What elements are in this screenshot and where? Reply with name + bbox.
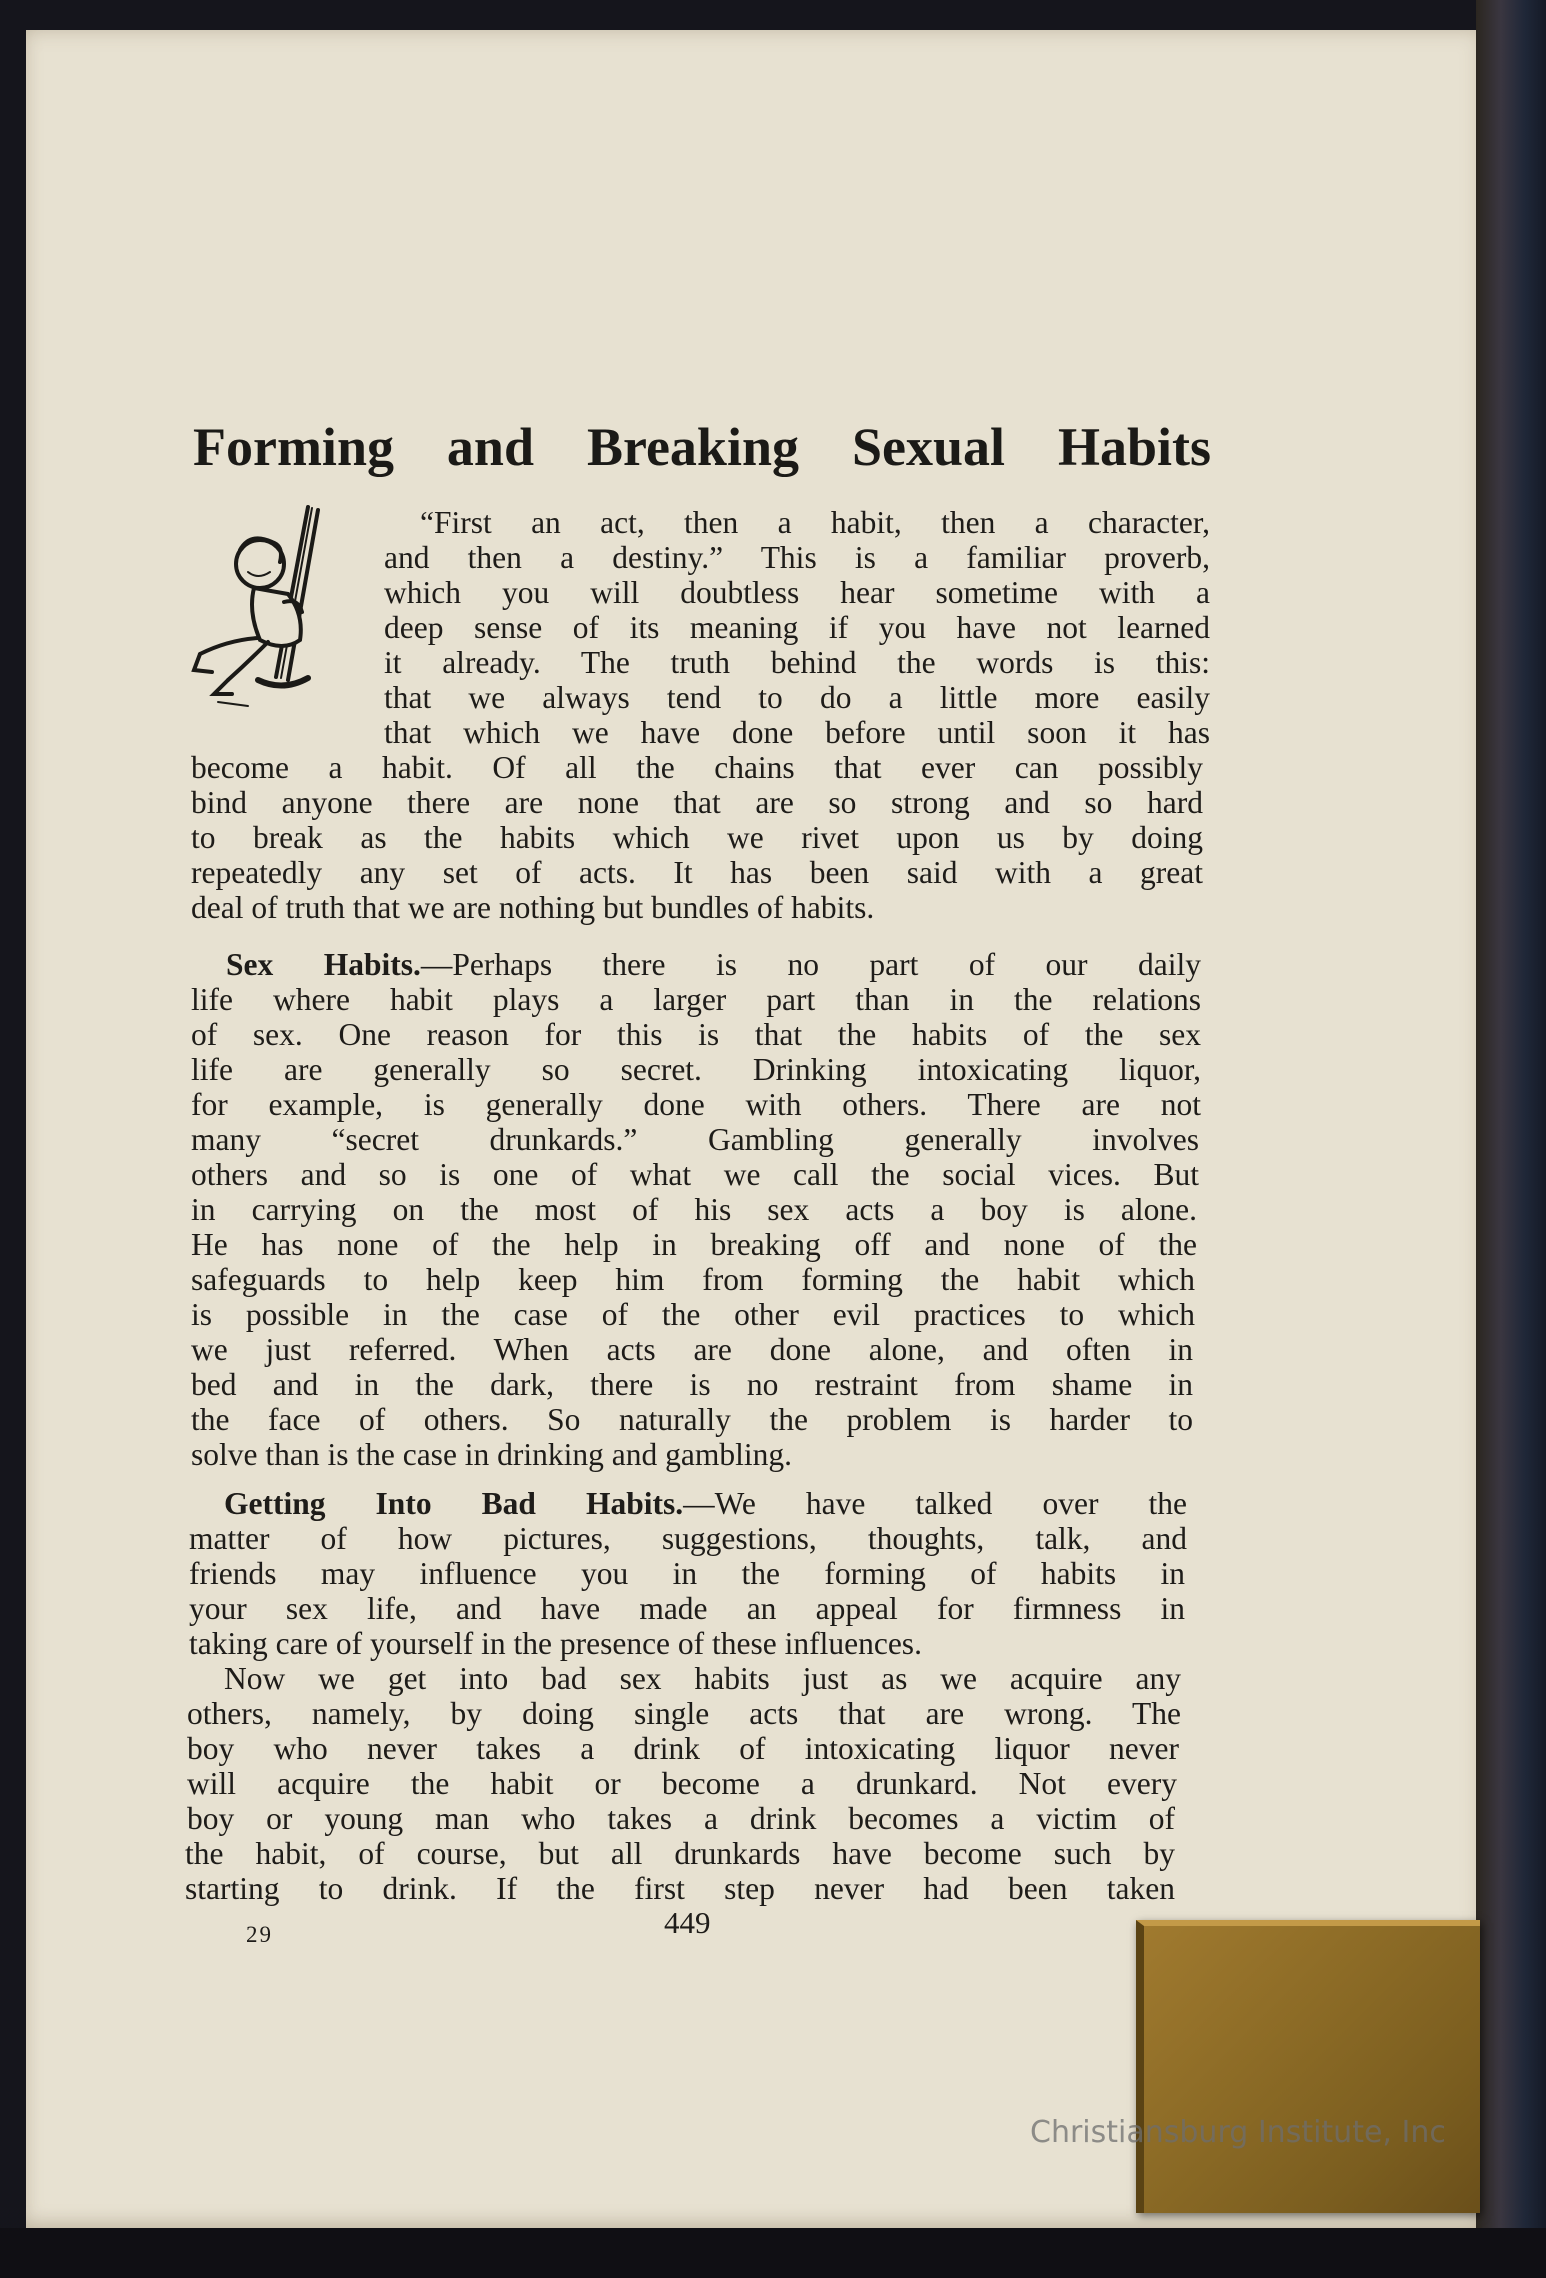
paragraph-line: it already. The truth behind the words is this: xyxy=(384,645,1210,680)
paragraph-line: boy who never takes a drink of intoxicating liquor never xyxy=(187,1731,1179,1766)
section-first-line xyxy=(224,1486,1187,1522)
paragraph-line: and then a destiny.” This is a familiar proverb, xyxy=(384,540,1210,575)
paragraph-line: bed and in the dark, there is no restraint from shame in xyxy=(191,1367,1193,1402)
section-first-line xyxy=(226,947,1201,983)
paragraph-line: the face of others. So naturally the problem is harder to xyxy=(191,1402,1193,1437)
paragraph-line: for example, is generally done with others. There are not xyxy=(191,1087,1201,1122)
page-title: Forming and Breaking Sexual Habits xyxy=(193,417,1211,477)
paragraph-line: will acquire the habit or become a drunkard. Not every xyxy=(187,1766,1177,1801)
paragraph-line: life are generally so secret. Drinking intoxicating liquor, xyxy=(191,1052,1201,1087)
paragraph-line: taking care of yourself in the presence of these influences. xyxy=(189,1626,922,1661)
book-spine-edge xyxy=(1476,0,1546,2278)
section-heading: Sex Habits. xyxy=(226,947,421,982)
paragraph-line: the habit, of course, but all drunkards have become such by xyxy=(185,1836,1175,1871)
paragraph-line: that which we have done before until soon it has xyxy=(384,715,1210,750)
paragraph-line: solve than is the case in drinking and gambling. xyxy=(191,1437,793,1472)
paragraph-line: of sex. One reason for this is that the habits of the sex xyxy=(191,1017,1201,1052)
paragraph-line: your sex life, and have made an appeal for firmness in xyxy=(189,1591,1185,1626)
paragraph-line: that we always tend to do a little more easily xyxy=(384,680,1210,715)
paragraph-line: others and so is one of what we call the social vices. But xyxy=(191,1157,1199,1192)
paragraph-line: “First an act, then a habit, then a character, xyxy=(420,505,1210,540)
paragraph-line: life where habit plays a larger part than in the relations xyxy=(191,982,1201,1017)
section-heading: Getting Into Bad Habits. xyxy=(224,1486,684,1521)
boy-on-swing-icon xyxy=(188,502,338,712)
paragraph-line: in carrying on the most of his sex acts a boy is alone. xyxy=(191,1192,1197,1227)
paragraph-line: is possible in the case of the other evil practices to which xyxy=(191,1297,1195,1332)
watermark-text: Christiansburg Institute, Inc xyxy=(1030,2115,1446,2150)
paragraph-line: we just referred. When acts are done alone, and often in xyxy=(191,1332,1193,1367)
paragraph-line: friends may influence you in the forming of habits in xyxy=(189,1556,1185,1591)
background-band xyxy=(0,2228,1546,2278)
paragraph-line: safeguards to help keep him from forming the habit which xyxy=(191,1262,1195,1297)
paragraph-line: repeatedly any set of acts. It has been said with a great xyxy=(191,855,1203,890)
paragraph-line: which you will doubtless hear sometime with a xyxy=(384,575,1210,610)
section-first-line-text: —Perhaps there is no part of our daily xyxy=(420,947,1201,982)
paragraph-line: many “secret drunkards.” Gambling generally involves xyxy=(191,1122,1199,1157)
paragraph-line: deal of truth that we are nothing but bundles of habits. xyxy=(191,890,875,925)
paragraph-line: boy or young man who takes a drink becomes a victim of xyxy=(187,1801,1175,1836)
signature-mark: 29 xyxy=(246,1922,273,1947)
page-number: 449 xyxy=(664,1905,711,1940)
paragraph-line: deep sense of its meaning if you have not learned xyxy=(384,610,1210,645)
section-first-line-text: —We have talked over the xyxy=(683,1486,1187,1521)
brass-index-tab xyxy=(1136,1920,1480,2213)
paragraph-line: others, namely, by doing single acts that are wrong. The xyxy=(187,1696,1181,1731)
paragraph-line: Now we get into bad sex habits just as we acquire any xyxy=(224,1661,1181,1696)
paragraph-line: become a habit. Of all the chains that ever can possibly xyxy=(191,750,1203,785)
paragraph-line: starting to drink. If the first step never had been taken xyxy=(185,1871,1175,1906)
paragraph-line: to break as the habits which we rivet upon us by doing xyxy=(191,820,1203,855)
paragraph-line: bind anyone there are none that are so strong and so hard xyxy=(191,785,1203,820)
paragraph-line: He has none of the help in breaking off and none of the xyxy=(191,1227,1197,1262)
paragraph-line: matter of how pictures, suggestions, thoughts, talk, and xyxy=(189,1521,1187,1556)
